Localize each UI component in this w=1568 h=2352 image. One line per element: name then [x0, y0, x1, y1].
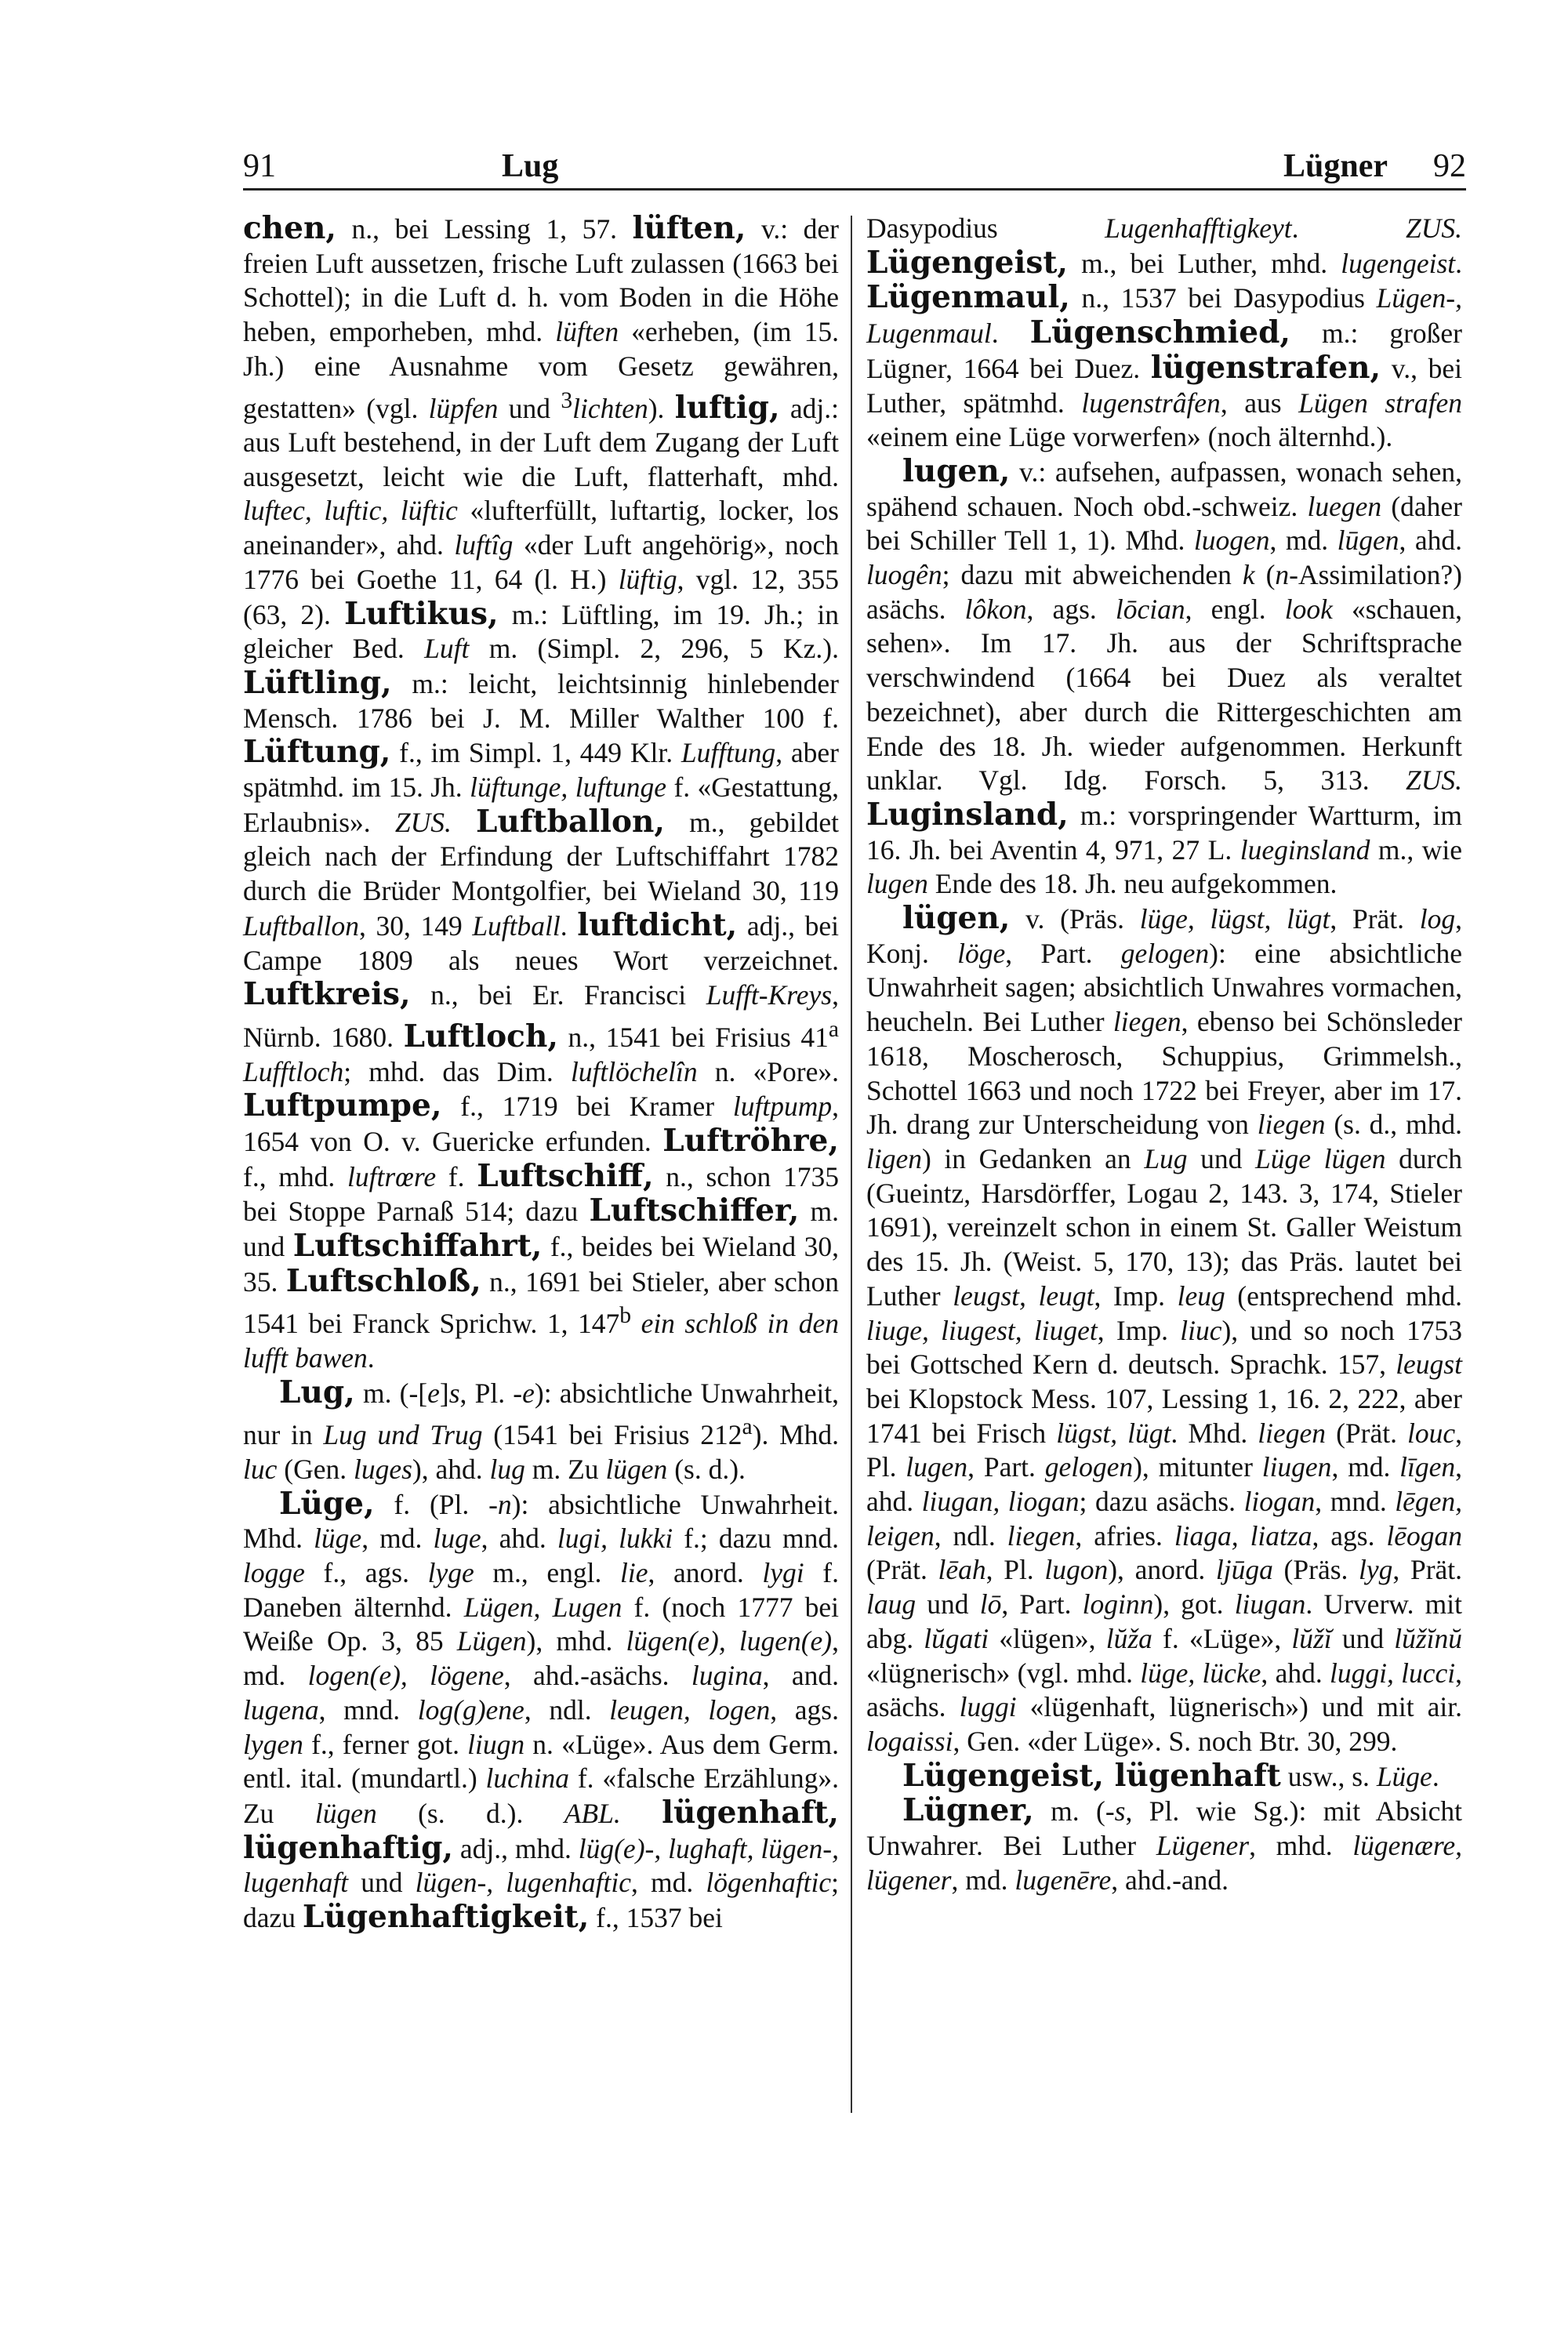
entry-paragraph: Lüge, f. (Pl. -n): absichtliche Unwahrheit. Mhd. lüge, md. luge, ahd. lugi, lukki f.; dazu mnd. logge f., ags. lyge m., engl. lie, anord. lygi f. Daneben älternhd. Lügen, Lugen f. (noch 1777 bei Weiße Op. 3, 85 Lügen), mhd. lügen(e), lugen(e), md. logen(e), lögene, ahd.-asächs. lugina, and. lugena, mnd. log(g)ene, ndl. leugen, logen, ags. lygen f., ferner got. liugn n. «Lüge». Aus dem Germ. entl. ital. (mundartl.) luchina f. «falsche Erzählung». Zu lügen (s. d.). ABL. lügenhaft, lügenhaftig, adj., mhd. lüg(e)-, lughaft, lügen-, lugenhaft und lügen-, lugenhaftic, md. lögenhaftic; dazu Lügenhaftigkeit, f., 1537 bei: [243, 1485, 840, 1936]
left-column: [243, 212, 839, 1936]
page-number-right: 92: [1433, 148, 1466, 184]
entry-paragraph: Lügengeist, lügenhaft usw., s. Lüge.: [902, 1757, 1439, 1794]
entry-paragraph: lügen, v. (Präs. lüge, lügst, lügt, Prät. log, Konj. löge, Part. gelogen): eine absichtliche Unwahrheit sagen; absichtlich Unwahres vormachen, heucheln. Bei Luther liegen, ebenso bei Schönsleder 1618, Moscherosch, Schuppius, Grimmelsh., Schottel 1663 und noch 1722 bei Freyer, aber im 17. Jh. drang zur Unterscheidung von liegen (s. d., mhd. ligen) in Gedanken an Lug und Lüge lügen durch (Gueintz, Harsdörffer, Logau 2, 143. 3, 174, Stieler 1691), vereinzelt schon in einem St. Galler Weistum des 15. Jh. (Weist. 5, 170, 13); das Präs. lautet bei Luther leugst, leugt, Imp. leug (entsprechend mhd. liuge, liugest, liuget, Imp. liuc), und so noch 1753 bei Gottsched Kern d. deutsch. Sprachk. 157, leugst bei Klopstock Mess. 107, Lessing 1, 16. 2, 222, aber 1741 bei Frisch lügst, lügt. Mhd. liegen (Prät. louc, Pl. lugen, Part. gelogen), mitunter liugen, md. līgen, ahd. liugan, liogan; dazu asächs. liogan, mnd. lēgen, leigen, ndl. liegen, afries. liaga, liatza, ags. lēogan (Prät. lēah, Pl. lugon), anord. ljūga (Präs. lyg, Prät. laug und lō, Part. loginn), got. liugan. Urverw. mit abg. lŭgati «lügen», lŭža f. «Lüge», lŭžĭ und lŭžĭnŭ «lügnerisch» (vgl. mhd. lüge, lücke, ahd. luggi, lucci, asächs. luggi «lügenhaft, lügnerisch») und mit air. logaissi, Gen. «der Lüge». S. noch Btr. 30, 299.: [866, 900, 1463, 1757]
running-headword-right: Lügner: [1283, 148, 1388, 184]
running-headword-left: Lug: [502, 148, 559, 184]
running-header: [243, 141, 1466, 188]
entry-paragraph: chen, n., bei Lessing 1, 57. lüften, v.: der freien Luft aussetzen, frische Luft zulassen (1663 bei Schottel); in die Luft d. h. vom Boden in die Höhe heben, emporheben, mhd. lüften «erheben, (im 15. Jh.) eine Ausnahme vom Gesetz gewähren, gestatten» (vgl. lüpfen und $^3$lichten). luftig, adj.: aus Luft bestehend, in der Luft dem Zugang der Luft ausgesetzt, leicht wie die Luft, flatterhaft, mhd. luftec, luftic, lüftic «lufterfüllt, luftartig, locker, los aneinander», ahd. luftîg «der Luft angehörig», noch 1776 bei Goethe 11, 64 (l. H.) lüftig, vgl. 12, 355 (63, 2). Luftikus, m.: Lüftling, im 19. Jh.; in gleicher Bed. Luft m. (Simpl. 2, 296, 5 Kz.). Lüftling, m.: leicht, leichtsinnig hinlebender Mensch. 1786 bei J. M. Miller Walther 100 f. Lüftung, f., im Simpl. 1, 449 Klr. Lufftung, aber spätmhd. im 15. Jh. lüftunge, luftunge f. «Gestattung, Erlaubnis». ZUS. Luftballon, m., gebildet gleich nach der Erfindung der Luftschiffahrt 1782 durch die Brüder Montgolfier, bei Wieland 30, 119 Luftballon, 30, 149 Luftball. luftdicht, adj., bei Campe 1809 als neues Wort verzeichnet. Luftkreis, n., bei Er. Francisci Lufft-Kreys, Nürnb. 1680. Luftloch, n., 1541 bei Frisius 41$^a$ Lufftloch; mhd. das Dim. luftlöchelîn n. «Pore». Luftpumpe, f., 1719 bei Kramer luftpump, 1654 von O. v. Guericke erfunden. Luftröhre, f., mhd. luftrœre f. Luftschiff, n., schon 1735 bei Stoppe Parnaß 514; dazu Luftschiffer, m. und Luftschiffahrt, f., beides bei Wieland 30, 35. Luftschloß, n., 1691 bei Stieler, aber schon 1541 bei Franck Sprichw. 1, 147$^b$ ein schloß in den lufft bawen.: [243, 210, 840, 1374]
column-divider: [851, 216, 852, 2113]
entry-paragraph: Lug, m. (-[e]s, Pl. -e): absichtliche Unwahrheit, nur in Lug und Trug (1541 bei Frisius 212$^a$). Mhd. luc (Gen. luges), ahd. lug m. Zu lügen (s. d.).: [243, 1374, 840, 1485]
header-rule: [243, 188, 1466, 191]
entry-paragraph: lugen, v.: aufsehen, aufpassen, wonach sehen, spähend schauen. Noch obd.-schweiz. luegen (daher bei Schiller Tell 1, 1). Mhd. luogen, md. lūgen, ahd. luogên; dazu mit abweichenden k (n-Assimilation?) asächs. lôkon, ags. lōcian, engl. look «schauen, sehen». Im 17. Jh. aus der Schriftsprache verschwindend (1664 bei Duez als veraltet bezeichnet), aber durch die Rittergeschichten am Ende des 18. Jh. wieder aufgenommen. Herkunft unklar. Vgl. Idg. Forsch. 5, 313. ZUS. Luginsland, m.: vorspringender Wartturm, im 16. Jh. bei Aventin 4, 971, 27 L. lueginsland m., wie lugen Ende des 18. Jh. neu aufgekommen.: [866, 452, 1462, 900]
entry-paragraph: Lügner, m. (-s, Pl. wie Sg.): mit Absicht Unwahrer. Bei Luther Lügener, mhd. lügenære, lügener, md. lugenēre, ahd.-and.: [866, 1792, 1462, 1896]
entry-paragraph: Dasypodius Lugenhafftigkeyt. ZUS. Lügengeist, m., bei Luther, mhd. lugengeist. Lügenmaul, n., 1537 bei Dasypodius Lügen-, Lugenmaul. Lügenschmied, m.: großer Lügner, 1664 bei Duez. lügenstrafen, v., bei Luther, spätmhd. lugenstrâfen, aus Lügen strafen «einem eine Lüge vorwerfen» (noch älternhd.).: [866, 212, 1462, 453]
page-number-left: 91: [243, 148, 276, 184]
right-column: [866, 212, 1462, 1897]
